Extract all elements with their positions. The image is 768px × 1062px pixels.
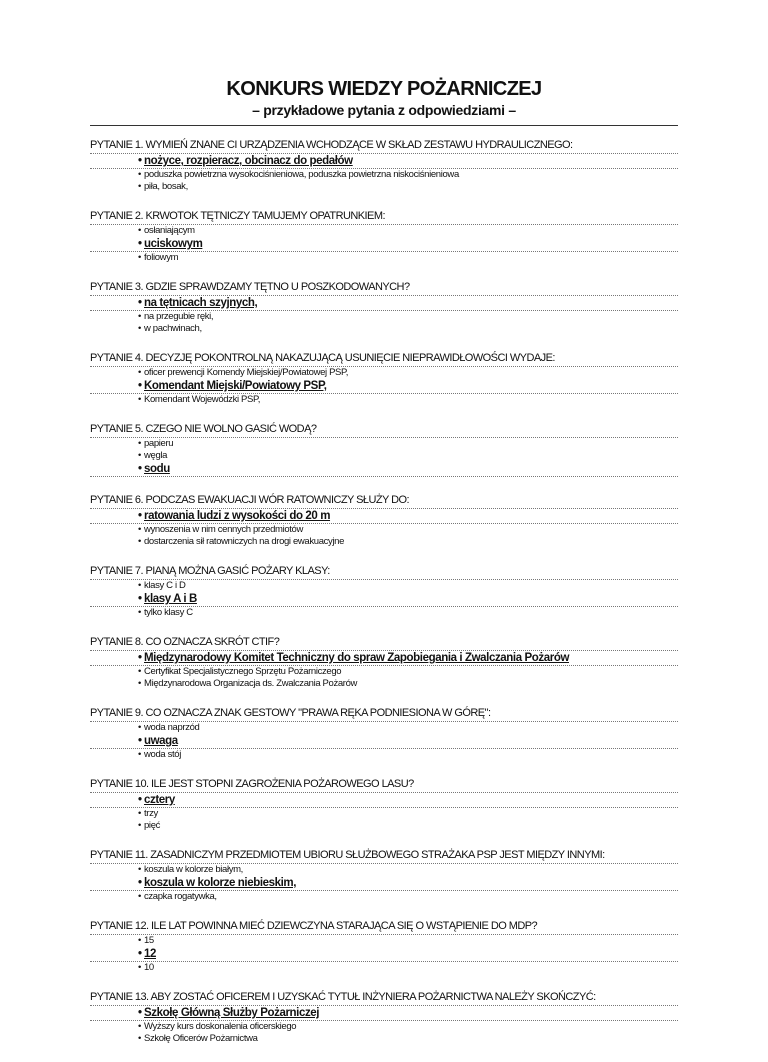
bullet-icon: • [138,367,141,378]
question-block [90,707,678,761]
answer-list [90,509,678,548]
bullet-icon: • [138,155,142,167]
question-text: PYTANIE 2. KRWOTOK TĘTNICZY TAMUJEMY OPATRUNKIEM: [90,210,678,225]
answer-option [90,864,678,876]
answer-text: pięć [144,820,161,831]
bullet-icon: • [138,749,141,760]
question-block [90,494,678,548]
answer-option [90,524,678,536]
correct-answer [90,296,678,311]
answer-text: woda stój [144,749,181,760]
correct-answer [90,154,678,169]
bullet-icon: • [138,820,141,831]
correct-answer [90,793,678,808]
question-text: PYTANIE 4. DECYZJĘ POKONTROLNĄ NAKAZUJĄCĄ USUNIĘCIE NIEPRAWIDŁOWOŚCI WYDAJE: [90,352,678,367]
answer-list [90,864,678,903]
bullet-icon: • [138,1021,141,1032]
question-text: PYTANIE 9. CO OZNACZA ZNAK GESTOWY "PRAWA RĘKA PODNIESIONA W GÓRĘ": [90,707,678,722]
answer-list [90,154,678,193]
question-block [90,991,678,1045]
bullet-icon: • [138,593,142,605]
bullet-icon: • [138,394,141,405]
answer-text: tylko klasy C [144,607,193,618]
answer-text: na przegubie ręki, [144,311,214,322]
bullet-icon: • [138,877,142,889]
answer-text: foliowym [144,252,179,263]
answer-option [90,678,678,690]
correct-answer [90,876,678,891]
correct-answer [90,651,678,666]
bullet-icon: • [138,181,141,192]
answer-option [90,607,678,619]
answer-text: ratowania ludzi z wysokości do 20 m [144,510,331,522]
answer-option [90,323,678,335]
answer-text: papieru [144,438,174,449]
bullet-icon: • [138,225,141,236]
bullet-icon: • [138,463,142,475]
answer-list [90,722,678,761]
answer-list [90,935,678,974]
answer-text: Certyfikat Specjalistycznego Sprzętu Pożarniczego [144,666,342,677]
answer-text: 15 [144,935,154,946]
answer-list [90,1006,678,1045]
answer-text: 10 [144,962,154,973]
bullet-icon: • [138,678,141,689]
answer-option [90,580,678,592]
bullet-icon: • [138,935,141,946]
question-list [90,139,678,1062]
answer-option [90,749,678,761]
answer-text: trzy [144,808,158,819]
answer-option [90,367,678,379]
bullet-icon: • [138,311,141,322]
bullet-icon: • [138,808,141,819]
question-block [90,778,678,832]
question-block [90,920,678,974]
answer-option [90,1021,678,1033]
answer-option [90,252,678,264]
answer-list [90,793,678,832]
bullet-icon: • [138,380,142,392]
answer-text: oficer prewencji Komendy Miejskiej/Powiatowej PSP, [144,367,349,378]
correct-answer [90,462,678,477]
answer-text: dostarczenia sił ratowniczych na drogi ewakuacyjne [144,536,345,547]
bullet-icon: • [138,580,141,591]
correct-answer [90,1006,678,1021]
answer-text: cztery [144,794,175,806]
answer-text: klasy C i D [144,580,186,591]
bullet-icon: • [138,510,142,522]
answer-option [90,962,678,974]
answer-text: Wyższy kurs doskonalenia oficerskiego [144,1021,297,1032]
question-block [90,849,678,903]
bullet-icon: • [138,297,142,309]
answer-text: osłaniającym [144,225,195,236]
answer-option [90,225,678,237]
answer-text: na tętnicach szyjnych, [144,297,258,309]
answer-option [90,169,678,181]
document-title: KONKURS WIEDZY POŻARNICZEJ [226,78,542,100]
answer-text: węgla [144,450,168,461]
bullet-icon: • [138,864,141,875]
correct-answer [90,509,678,524]
answer-option [90,891,678,903]
question-block [90,139,678,193]
question-text: PYTANIE 11. ZASADNICZYM PRZEDMIOTEM UBIORU SŁUŻBOWEGO STRAŻAKA PSP JEST MIĘDZY INNYMI: [90,849,678,864]
question-text: PYTANIE 10. ILE JEST STOPNI ZAGROŻENIA POŻAROWEGO LASU? [90,778,678,793]
answer-option [90,181,678,193]
answer-text: uwaga [144,735,178,747]
question-text: PYTANIE 5. CZEGO NIE WOLNO GASIĆ WODĄ? [90,423,678,438]
correct-answer [90,379,678,394]
bullet-icon: • [138,1033,141,1044]
bullet-icon: • [138,524,141,535]
answer-list [90,367,678,406]
bullet-icon: • [138,438,141,449]
answer-text: nożyce, rozpieracz, obcinacz do pedałów [144,155,353,167]
answer-text: woda naprzód [144,722,200,733]
question-text: PYTANIE 3. GDZIE SPRAWDZAMY TĘTNO U POSZKODOWANYCH? [90,281,678,296]
answer-text: koszula w kolorze białym, [144,864,243,875]
bullet-icon: • [138,252,141,263]
bullet-icon: • [138,948,142,960]
answer-text: poduszka powietrzna wysokociśnieniowa, poduszka powietrzna niskociśnieniowa [144,169,459,180]
answer-option [90,820,678,832]
question-block [90,636,678,690]
answer-text: piła, bosak, [144,181,188,192]
answer-text: Międzynarodowy Komitet Techniczny do spraw Zapobiegania i Zwalczania Pożarów [144,652,569,664]
bullet-icon: • [138,652,142,664]
question-text: PYTANIE 7. PIANĄ MOŻNA GASIĆ POŻARY KLASY: [90,565,678,580]
question-block [90,423,678,477]
answer-text: Komendant Wojewódzki PSP, [144,394,261,405]
correct-answer [90,237,678,252]
answer-option [90,808,678,820]
answer-option [90,450,678,462]
answer-option [90,394,678,406]
question-text: PYTANIE 8. CO OZNACZA SKRÓT CTIF? [90,636,678,651]
question-block [90,210,678,264]
correct-answer [90,947,678,962]
answer-text: Komendant Miejski/Powiatowy PSP, [144,380,327,392]
question-text: PYTANIE 12. ILE LAT POWINNA MIEĆ DZIEWCZYNA STARAJĄCA SIĘ O WSTĄPIENIE DO MDP? [90,920,678,935]
answer-text: klasy A i B [144,593,197,605]
bullet-icon: • [138,666,141,677]
answer-text: 12 [144,948,156,960]
answer-list [90,225,678,264]
bullet-icon: • [138,735,142,747]
answer-text: wynoszenia w nim cennych przedmiotów [144,524,304,535]
bullet-icon: • [138,607,141,618]
answer-option [90,438,678,450]
bullet-icon: • [138,891,141,902]
answer-text: koszula w kolorze niebieskim, [144,877,297,889]
bullet-icon: • [138,450,141,461]
answer-list [90,580,678,619]
answer-list [90,438,678,477]
answer-list [90,296,678,335]
question-text: PYTANIE 1. WYMIEŃ ZNANE CI URZĄDZENIA WCHODZĄCE W SKŁAD ZESTAWU HYDRAULICZNEGO: [90,139,678,154]
bullet-icon: • [138,323,141,334]
answer-text: sodu [144,463,170,475]
bullet-icon: • [138,238,142,250]
answer-text: Szkołę Główną Służby Pożarniczej [144,1007,320,1019]
title-divider [90,125,678,126]
answer-text: Szkołę Oficerów Pożarnictwa [144,1033,258,1044]
answer-option [90,1033,678,1045]
bullet-icon: • [138,794,142,806]
bullet-icon: • [138,962,141,973]
answer-text: w pachwinach, [144,323,202,334]
bullet-icon: • [138,722,141,733]
answer-option [90,536,678,548]
correct-answer [90,734,678,749]
bullet-icon: • [138,1007,142,1019]
correct-answer [90,592,678,607]
question-block [90,281,678,335]
answer-option [90,935,678,947]
question-block [90,565,678,619]
question-block [90,352,678,406]
answer-option [90,311,678,323]
answer-option [90,666,678,678]
answer-option [90,722,678,734]
question-text: PYTANIE 6. PODCZAS EWAKUACJI WÓR RATOWNICZY SŁUŻY DO: [90,494,678,509]
question-text: PYTANIE 13. ABY ZOSTAĆ OFICEREM I UZYSKAĆ TYTUŁ INŻYNIERA POŻARNICTWA NALEŻY SKOŃCZYĆ: [90,991,678,1006]
document-subtitle: – przykładowe pytania z odpowiedziami – [252,102,516,118]
answer-list [90,651,678,690]
answer-text: uciskowym [144,238,203,250]
bullet-icon: • [138,169,141,180]
answer-text: Międzynarodowa Organizacja ds. Zwalczania Pożarów [144,678,358,689]
answer-text: czapka rogatywka, [144,891,217,902]
bullet-icon: • [138,536,141,547]
